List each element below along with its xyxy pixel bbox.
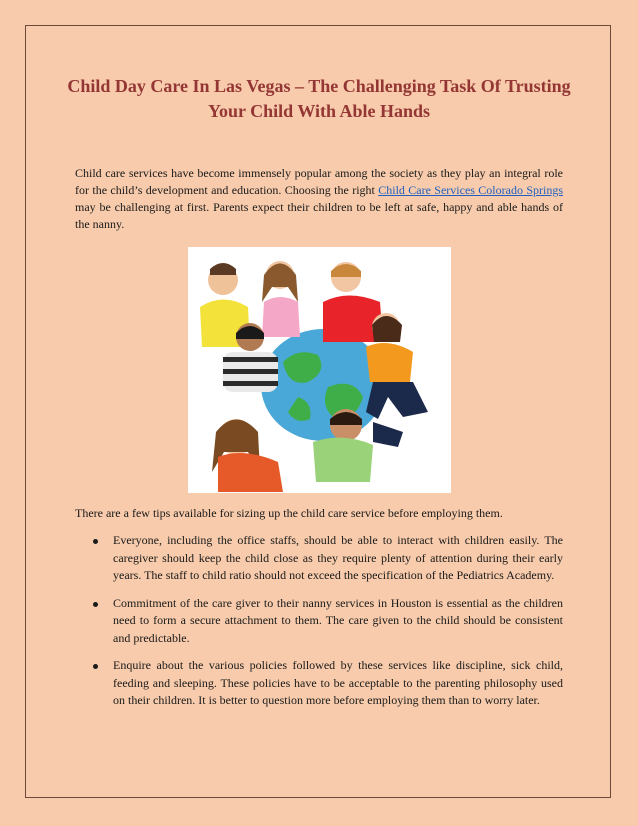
list-item (90, 657, 563, 710)
list-item-text: Everyone, including the office staffs, should be able to interact with children easily. The caregiver should keep the child close as they require plenty of attention during their early years. The staff to child ratio should not exceed the specification of the Pediatrics Academy. (113, 533, 563, 582)
bullet-icon (93, 539, 98, 544)
intro-text-before-link: Child care services have become immensely popular among the society as they play an integral role for the child’s development and education. Choosing the right (75, 166, 563, 197)
tips-list (90, 532, 563, 720)
intro-text-after-link: may be challenging at first. Parents expect their children to be left at safe, happy and able hands of the nanny. (75, 200, 563, 231)
list-item-text: Enquire about the various policies followed by these services like discipline, sick child, feeding and sleeping. These policies have to be acceptable to the parenting philosophy used on their children. It is better to question more before employing them than to worry later. (113, 658, 563, 707)
list-item (90, 595, 563, 648)
intro-paragraph (75, 165, 563, 233)
list-item-text: Commitment of the care giver to their nanny services in Houston is essential as the children need to form a secure attachment to them. The care given to the child should be consistent and predictable. (113, 595, 563, 645)
list-item (90, 532, 563, 585)
children-around-globe-photo (188, 247, 451, 493)
bullet-icon (93, 664, 98, 669)
document-title: Child Day Care In Las Vegas – The Challenging Task Of Trusting Your Child With Able Hands (67, 76, 571, 121)
tips-intro-paragraph: There are a few tips available for sizing up the child care service before employing them. (75, 506, 503, 520)
bullet-icon (93, 602, 98, 607)
child-care-services-link[interactable]: Child Care Services Colorado Springs (378, 183, 564, 197)
